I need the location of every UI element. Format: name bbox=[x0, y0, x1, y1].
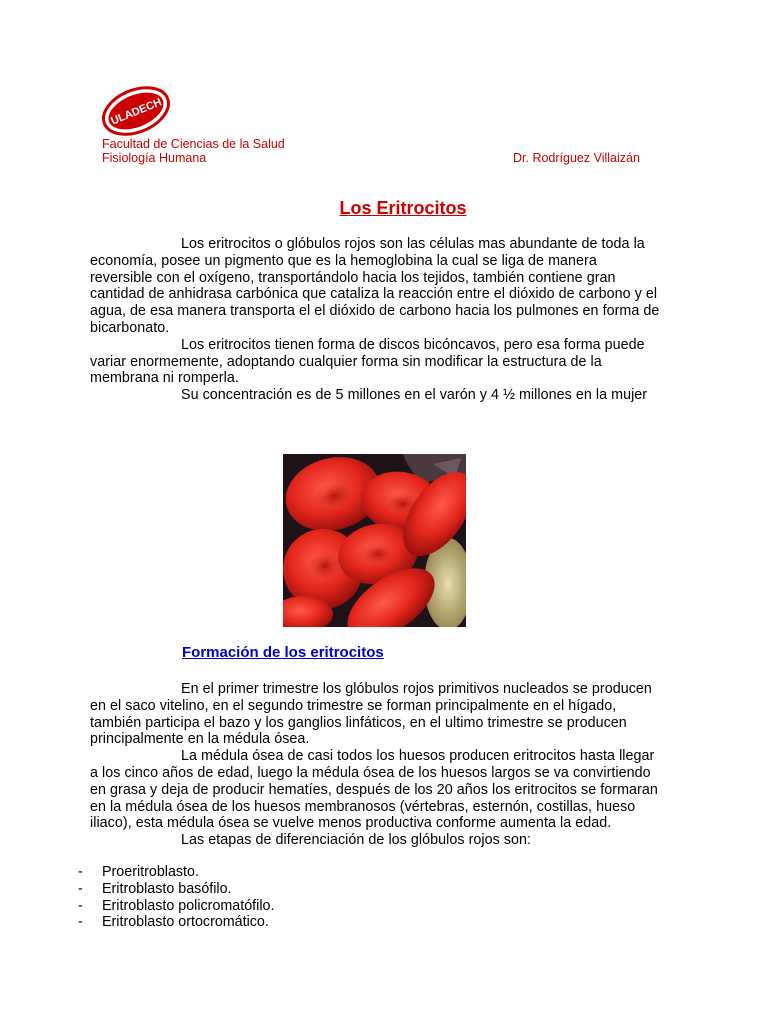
list-item bbox=[0, 881, 274, 898]
logo-text: ULADECH bbox=[109, 96, 164, 128]
stage-label: Eritroblasto policromatófilo. bbox=[102, 897, 275, 914]
intro-paragraph: Su concentración es de 5 millones en el varón y 4 ½ millones en la mujer bbox=[181, 387, 648, 404]
course-name: Fisiología Humana bbox=[102, 151, 207, 165]
list-item bbox=[0, 864, 274, 881]
stages-list bbox=[0, 864, 274, 931]
header-left bbox=[102, 137, 285, 165]
section-title[interactable]: Formación de los eritrocitos bbox=[182, 644, 384, 661]
bullet-dash: - bbox=[78, 864, 83, 880]
uladech-logo bbox=[100, 86, 172, 136]
bullet-dash: - bbox=[78, 897, 83, 914]
bullet-dash: - bbox=[78, 880, 83, 897]
stage-label: Eritroblasto basófilo. bbox=[102, 880, 232, 897]
stage-label: Eritroblasto ortocromático. bbox=[102, 914, 269, 931]
formation-paragraph: Las etapas de diferenciación de los glóbulos rojos son: bbox=[181, 832, 532, 849]
intro-paragraph: Los eritrocitos tienen forma de discos bicóncavos, pero esa forma puede variar enormemente, adoptando cualquier forma sin modificar la estructura de la membrana ni romperla. bbox=[90, 336, 645, 387]
bullet-dash: - bbox=[78, 914, 83, 931]
page-title: Los Eritrocitos bbox=[339, 198, 467, 218]
intro-text bbox=[90, 236, 660, 404]
list-item bbox=[0, 898, 274, 915]
formation-paragraph: La médula ósea de casi todos los huesos producen eritrocitos hasta llegar a los cinco años de edad, luego la médula ósea de los huesos largos se va convirtiendo en grasa y deja de producir hematíes, después de los 20 años los eritrocitos se formaran en la médula ósea de los huesos membranosos (vértebras, esternón, costillas, hueso iliaco), esta médula ósea se vuelve menos productiva conforme aumenta la edad. bbox=[90, 748, 658, 832]
list-item bbox=[0, 914, 274, 931]
formation-text bbox=[90, 681, 660, 849]
author-name: Dr. Rodríguez Villaizán bbox=[513, 151, 640, 165]
faculty-name: Facultad de Ciencias de la Salud bbox=[102, 137, 285, 151]
formation-paragraph: En el primer trimestre los glóbulos rojos primitivos nucleados se producen en el saco vitelino, en el segundo trimestre se forman principalmente en el hígado, también participa el bazo y los ganglios linfáticos, en el ultimo trimestre se producen principalmente en la médula ósea. bbox=[90, 681, 652, 748]
erythrocytes-photo bbox=[283, 454, 466, 627]
intro-paragraph: Los eritrocitos o glóbulos rojos son las células mas abundante de toda la economía, posee un pigmento que es la hemoglobina la cual se liga de manera reversible con el oxígeno, transportándolo hacia los tejidos, también contiene gran cantidad de anhidrasa carbónica que cataliza la reacción entre el dióxido de carbono y el agua, de esa manera transporta el el dióxido de carbono hacia los pulmones en forma de bicarbonato. bbox=[90, 236, 660, 336]
stage-label: Proeritroblasto. bbox=[102, 864, 199, 880]
